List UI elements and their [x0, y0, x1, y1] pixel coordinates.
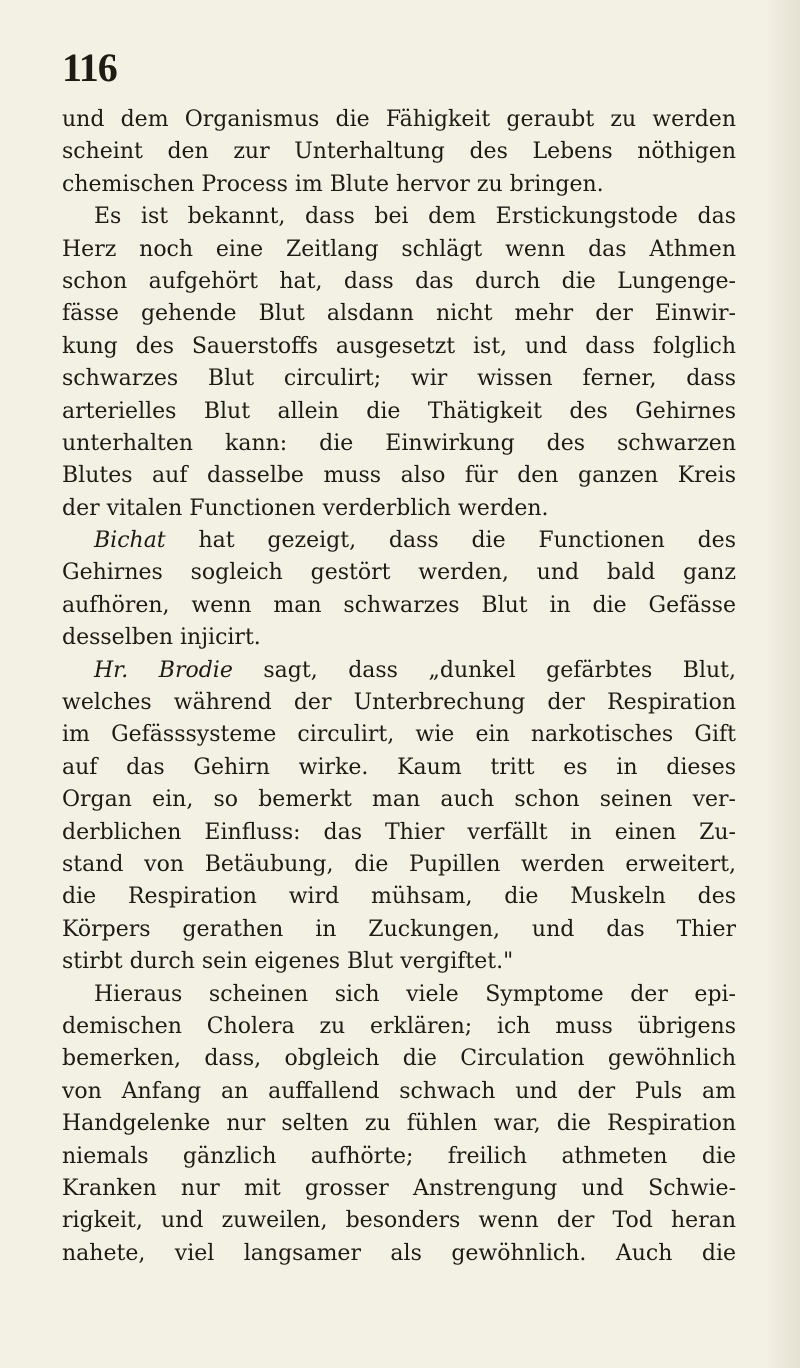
text-line: Handgelenke nur selten zu fühlen war, die Respiration: [62, 1111, 736, 1137]
text-line: bemerken, dass, obgleich die Circulation gewöhnlich: [62, 1046, 736, 1072]
text-line: chemischen Process im Blute hervor zu bringen.: [62, 171, 604, 197]
text-line: Organ ein, so bemerkt man auch schon seinen ver-: [62, 787, 736, 813]
text-line: Gehirnes sogleich gestört werden, und bald ganz: [62, 560, 736, 586]
text-line: im Gefässsysteme circulirt, wie ein narkotisches Gift: [62, 722, 736, 748]
text-line: rigkeit, und zuweilen, besonders wenn der Tod heran: [62, 1208, 736, 1234]
page-number: 116: [62, 45, 117, 90]
text-line: schon aufgehört hat, dass das durch die Lungenge-: [62, 268, 736, 294]
text-line: die Respiration wird mühsam, die Muskeln des: [62, 884, 736, 910]
text-line: Kranken nur mit grosser Anstrengung und Schwie-: [62, 1175, 736, 1201]
text-line: Blutes auf dasselbe muss also für den ganzen Kreis: [62, 463, 736, 489]
text-line: Herz noch eine Zeitlang schlägt wenn das Athmen: [62, 236, 736, 262]
text-line: der vitalen Functionen verderblich werden.: [62, 495, 549, 521]
text-line: stand von Betäubung, die Pupillen werden erweitert,: [62, 851, 736, 877]
text-line: von Anfang an auffallend schwach und der Puls am: [62, 1078, 736, 1104]
text-line: scheint den zur Unterhaltung des Lebens nöthigen: [62, 139, 736, 165]
author-name-brodie: Hr. Brodie: [94, 657, 233, 683]
text-line: stirbt durch sein eigenes Blut vergiftet.": [62, 949, 514, 975]
text-line: Körpers gerathen in Zuckungen, und das Thier: [62, 916, 736, 942]
text-line: unterhalten kann: die Einwirkung des schwarzen: [62, 430, 736, 456]
page-edge-shadow: [766, 0, 800, 1368]
text-line: kung des Sauerstoffs ausgesetzt ist, und dass folglich: [62, 333, 736, 359]
text-line: fässe gehende Blut alsdann nicht mehr der Einwir-: [62, 301, 736, 327]
author-name-bichat: Bichat: [94, 528, 166, 554]
text-line: Es ist bekannt, dass bei dem Erstickungstode das: [94, 204, 736, 230]
text-line: Hieraus scheinen sich viele Symptome der epi-: [94, 981, 736, 1007]
text-line: nahete, viel langsamer als gewöhnlich. Auch die: [62, 1240, 736, 1266]
text-line: auf das Gehirn wirke. Kaum tritt es in dieses: [62, 754, 736, 780]
text-line: desselben injicirt.: [62, 625, 261, 651]
text-line: und dem Organismus die Fähigkeit geraubt zu werden: [62, 107, 736, 132]
text-line: niemals gänzlich aufhörte; freilich athmeten die: [62, 1143, 736, 1169]
text-line-brodie: Hr. Brodie sagt, dass „dunkel gefärbtes Blut,: [94, 657, 737, 683]
text-line: demischen Cholera zu erklären; ich muss übrigens: [62, 1013, 736, 1039]
text-line: aufhören, wenn man schwarzes Blut in die Gefässe: [62, 592, 736, 618]
text-line: welches während der Unterbrechung der Respiration: [62, 690, 736, 716]
text-line: derblichen Einfluss: das Thier verfällt in einen Zu-: [62, 819, 736, 845]
text-line-bichat: Bichat hat gezeigt, dass die Functionen des: [94, 528, 736, 554]
text-line: schwarzes Blut circulirt; wir wissen ferner, dass: [62, 366, 736, 392]
text-line: arterielles Blut allein die Thätigkeit des Gehirnes: [62, 398, 736, 424]
body-text: [62, 104, 736, 1270]
